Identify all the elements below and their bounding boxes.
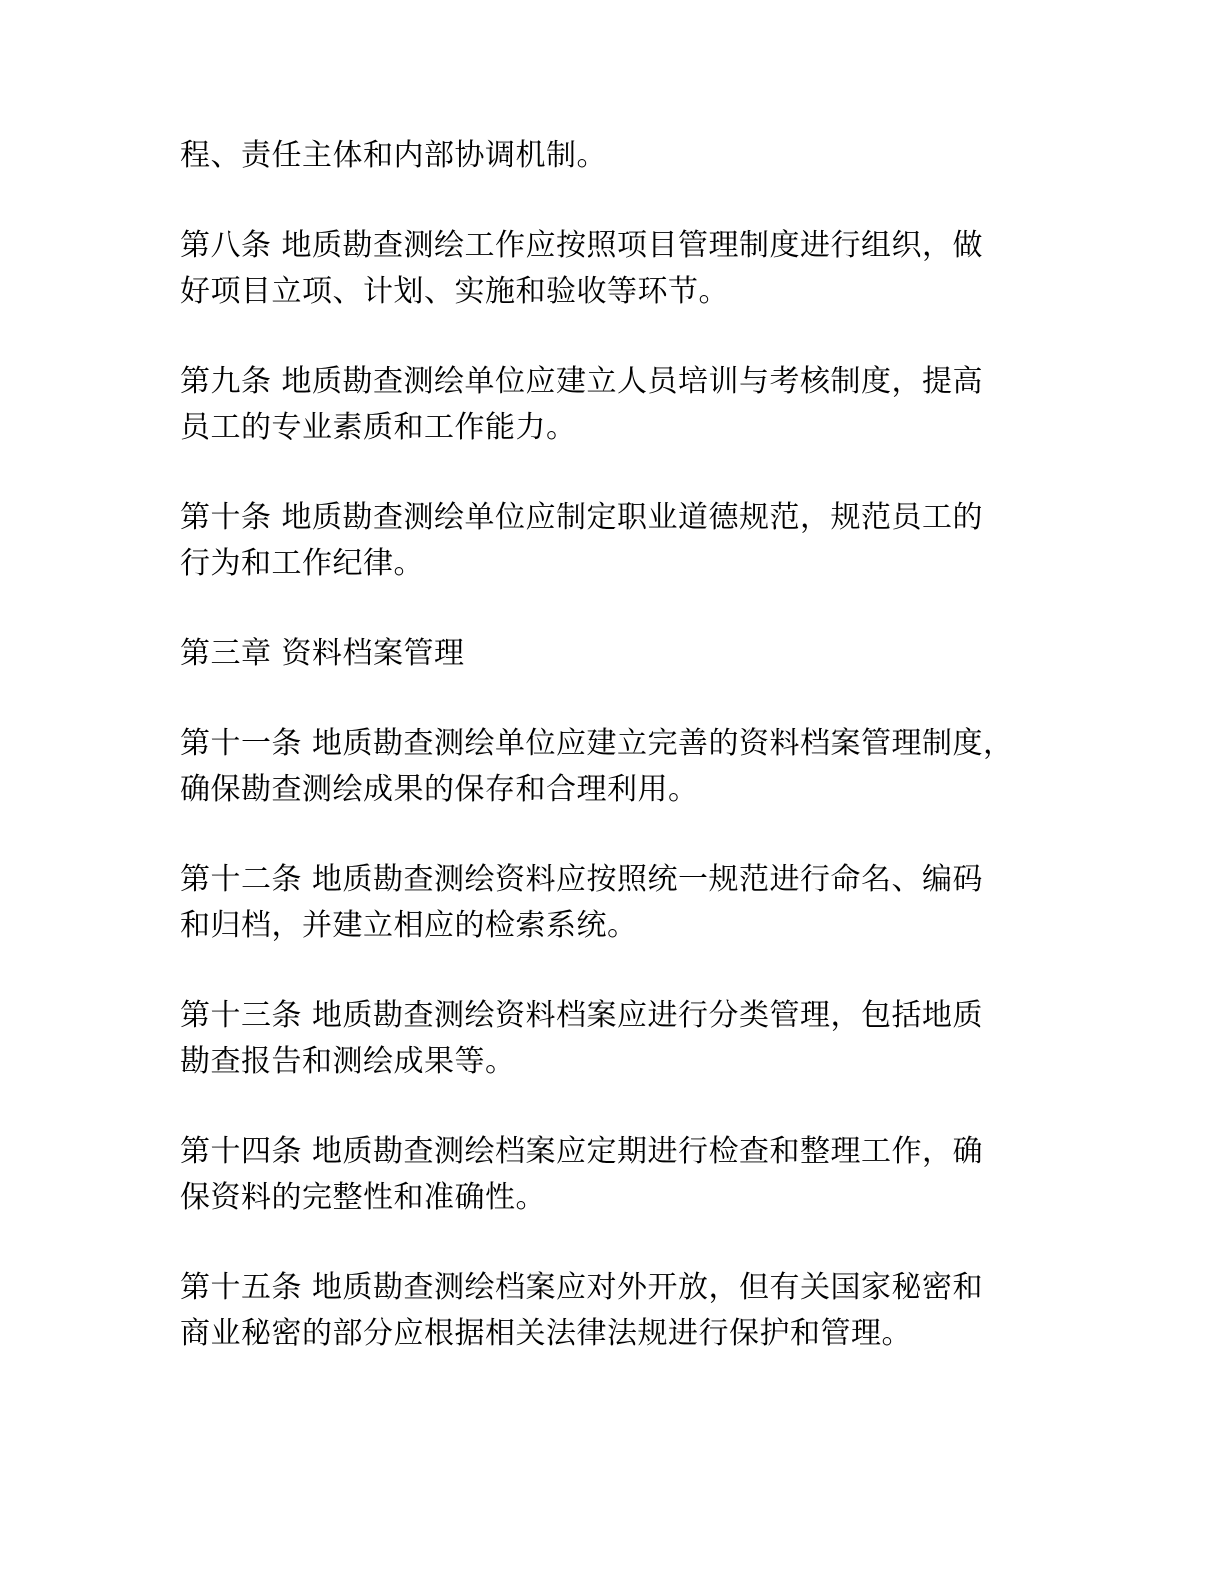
article-8-line-2: 好项目立项、计划、实施和验收等环节。 [180,274,729,309]
article-11-line-1: 第十一条 地质勘查测绘单位应建立完善的资料档案管理制度， [180,726,1014,761]
article-14-line-1: 第十四条 地质勘查测绘档案应定期进行检查和整理工作，确 [180,1134,984,1169]
chapter-3-heading: 第三章 资料档案管理 [180,636,465,671]
article-13-line-1: 第十三条 地质勘查测绘资料档案应进行分类管理，包括地质 [180,998,984,1033]
article-10-line-2: 行为和工作纪律。 [180,546,424,581]
article-15-line-2: 商业秘密的部分应根据相关法律法规进行保护和管理。 [180,1316,912,1351]
text-line: 程、责任主体和内部协调机制。 [180,138,607,173]
article-12-line-1: 第十二条 地质勘查测绘资料应按照统一规范进行命名、编码 [180,862,984,897]
article-9-line-2: 员工的专业素质和工作能力。 [180,410,577,445]
article-11-line-2: 确保勘查测绘成果的保存和合理利用。 [180,772,699,807]
article-15-line-1: 第十五条 地质勘查测绘档案应对外开放，但有关国家秘密和 [180,1270,984,1305]
article-10-line-1: 第十条 地质勘查测绘单位应制定职业道德规范，规范员工的 [180,500,984,535]
article-9-line-1: 第九条 地质勘查测绘单位应建立人员培训与考核制度，提高 [180,364,984,399]
article-12-line-2: 和归档，并建立相应的检索系统。 [180,908,638,943]
article-13-line-2: 勘查报告和测绘成果等。 [180,1044,516,1079]
article-14-line-2: 保资料的完整性和准确性。 [180,1180,546,1215]
article-8-line-1: 第八条 地质勘查测绘工作应按照项目管理制度进行组织，做 [180,228,984,263]
